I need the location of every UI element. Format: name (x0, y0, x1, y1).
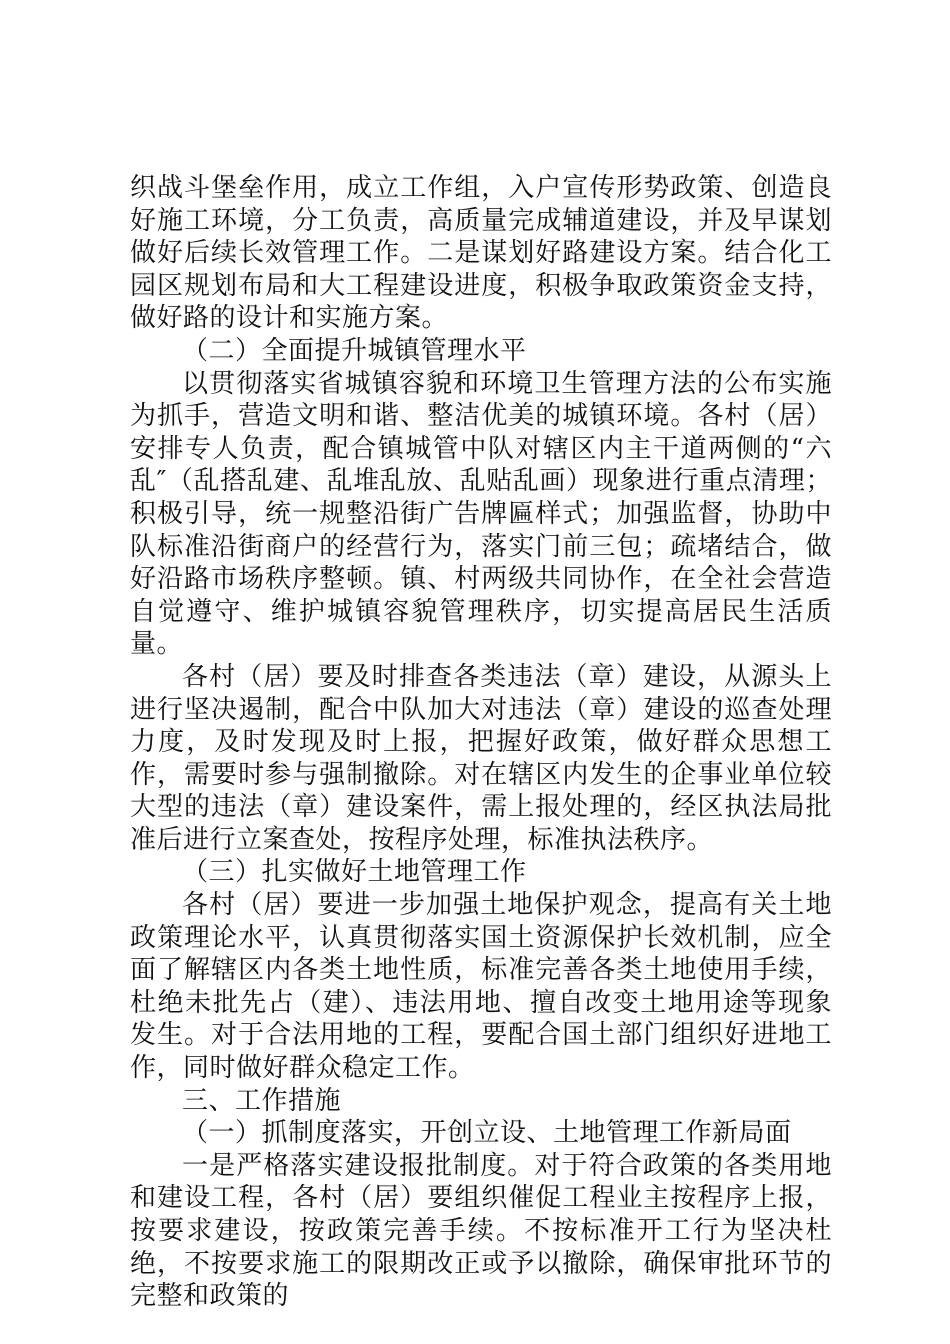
section-heading-land-management: （三）扎实做好土地管理工作 (182, 857, 527, 888)
paragraph-illegal-construction: 各村（居）要及时排查各类违法（章）建设，从源头上进行坚决遏制，配合中队加大对违法（章）建设的巡查处理力度，及时发现及时上报，把握好政策，做好群众思想工作，需要时参与强制撤除。对在辖区内发生的企事业单位较大型的违法（章）建设案件，需上报处理的，经区执法局批准后进行立案查处，按程序处理，标准执法秩序。 (130, 661, 832, 855)
section-heading-urban-management: （二）全面提升城镇管理水平 (182, 335, 527, 366)
paragraph-approval-system: 一是严格落实建设报批制度。对于符合政策的各类用地和建设工程，各村（居）要组织催促工程业主按程序上报，按要求建设，按政策完善手续。不按标准开工行为坚决杜绝，不按要求施工的限期改正或予以撤除，确保审批环节的完整和政策的 (130, 1150, 832, 1312)
paragraph-urban-environment: 以贯彻落实省城镇容貌和环境卫生管理方法的公布实施为抓手，营造文明和谐、整洁优美的城镇环境。各村（居）安排专人负责，配合镇城管中队对辖区内主干道两侧的“六乱″（乱搭乱建、乱堆乱放、乱贴乱画）现象进行重点清理；积极引导，统一规整沿街广告牌匾样式；加强监督，协助中队标准沿街商户的经营行为，落实门前三包；疏堵结合，做好沿路市场秩序整顿。镇、村两级共同协作，在全社会营造自觉遵守、维护城镇容貌管理秩序，切实提高居民生活质量。 (130, 368, 832, 660)
subsection-heading-system-implementation: （一）抓制度落实，开创立设、土地管理工作新局面 (182, 1118, 792, 1149)
paragraph-continuation: 织战斗堡垒作用，成立工作组，入户宣传形势政策、创造良好施工环境，分工负责，高质量完成辅道建设，并及早谋划做好后续长效管理工作。二是谋划好路建设方案。结合化工园区规划布局和大工程建设进度，积极争取政策资金支持，做好路的设计和实施方案。 (130, 173, 832, 334)
section-heading-work-measures: 三、工作措施 (182, 1085, 342, 1116)
document-body (130, 172, 832, 1313)
paragraph-land-protection: 各村（居）要进一步加强土地保护观念，提高有关土地政策理论水平，认真贯彻落实国土资源保护长效机制，应全面了解辖区内各类土地性质，标准完善各类土地使用手续，杜绝未批先占（建）、违法用地、擅自改变土地用途等现象发生。对于合法用地的工程，要配合国土部门组织好进地工作，同时做好群众稳定工作。 (130, 890, 832, 1084)
